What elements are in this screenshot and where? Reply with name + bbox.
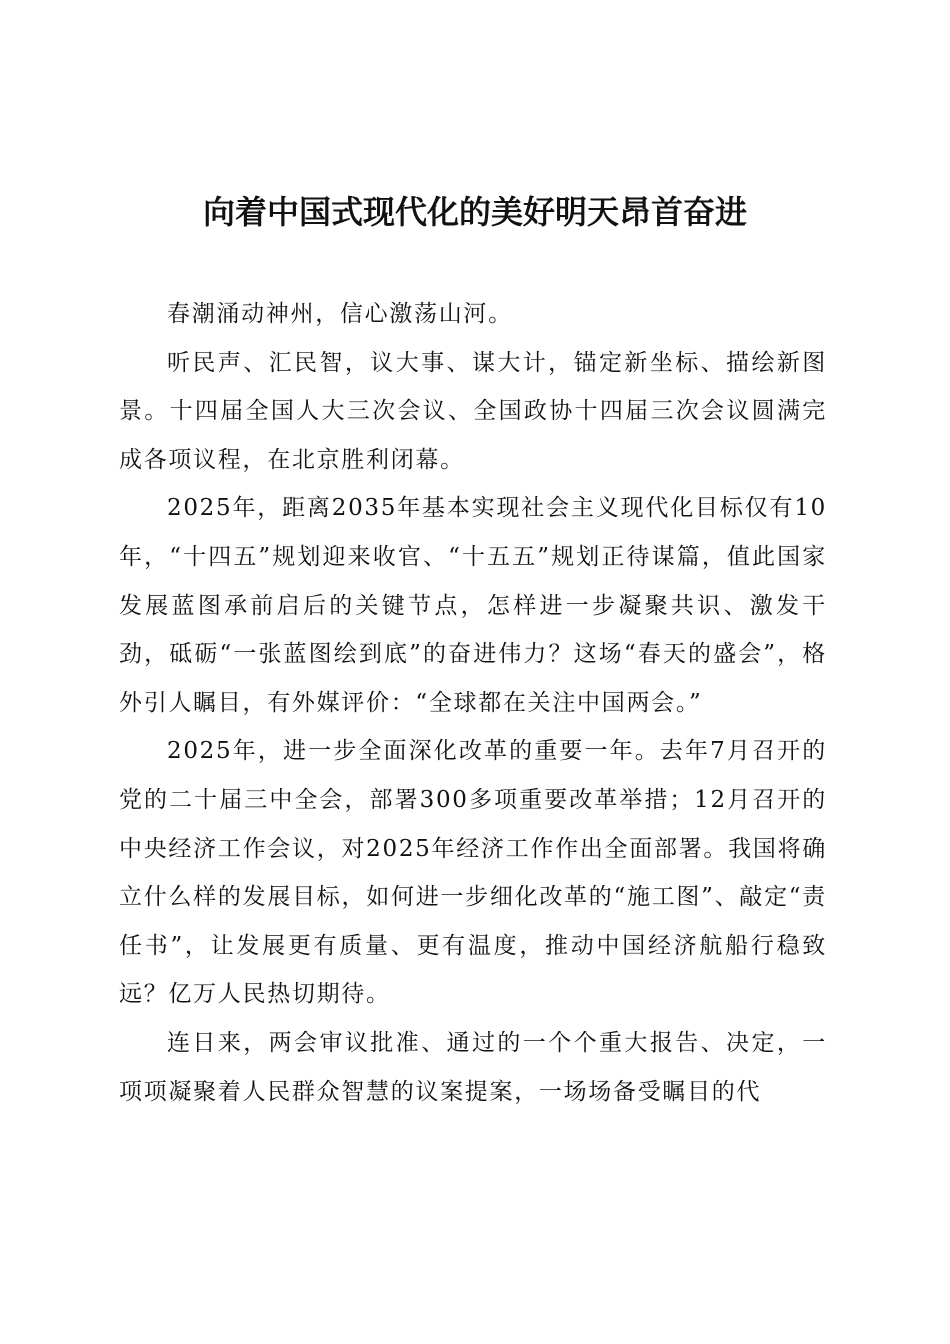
paragraph-1: 春潮涌动神州，信心激荡山河。 [167,301,513,327]
paragraph-2: 听民声、汇民智，议大事、谋大计，锚定新坐标、描绘新图景。十四届全国人大三次会议、全国政协十四届三次会议圆满完成各项议程，在北京胜利闭幕。 [119,349,827,473]
paragraph-4: 2025年，进一步全面深化改革的重要一年。去年7月召开的党的二十届三中全会，部署300多项重要改革举措；12月召开的中央经济工作会议，对2025年经济工作作出全面部署。我国将确立什么样的发展目标，如何进一步细化改革的“施工图”、敲定“责任书”，让发展更有质量、更有温度，推动中国经济航船行稳致远？亿万人民热切期待。 [119,738,827,1008]
paragraph-3: 2025年，距离2035年基本实现社会主义现代化目标仅有10年，“十四五”规划迎来收官、“十五五”规划正待谋篇，值此国家发展蓝图承前启后的关键节点，怎样进一步凝聚共识、激发干劲，砥砺“一张蓝图绘到底”的奋进伟力？这场“春天的盛会”，格外引人瞩目，有外媒评价：“全球都在关注中国两会。” [119,495,827,716]
paragraph-5: 连日来，两会审议批准、通过的一个个重大报告、决定，一项项凝聚着人民群众智慧的议案提案，一场场备受瞩目的代 [119,1029,827,1105]
document-title: 向着中国式现代化的美好明天昂首奋进 [202,193,747,231]
document-body [119,290,827,1116]
